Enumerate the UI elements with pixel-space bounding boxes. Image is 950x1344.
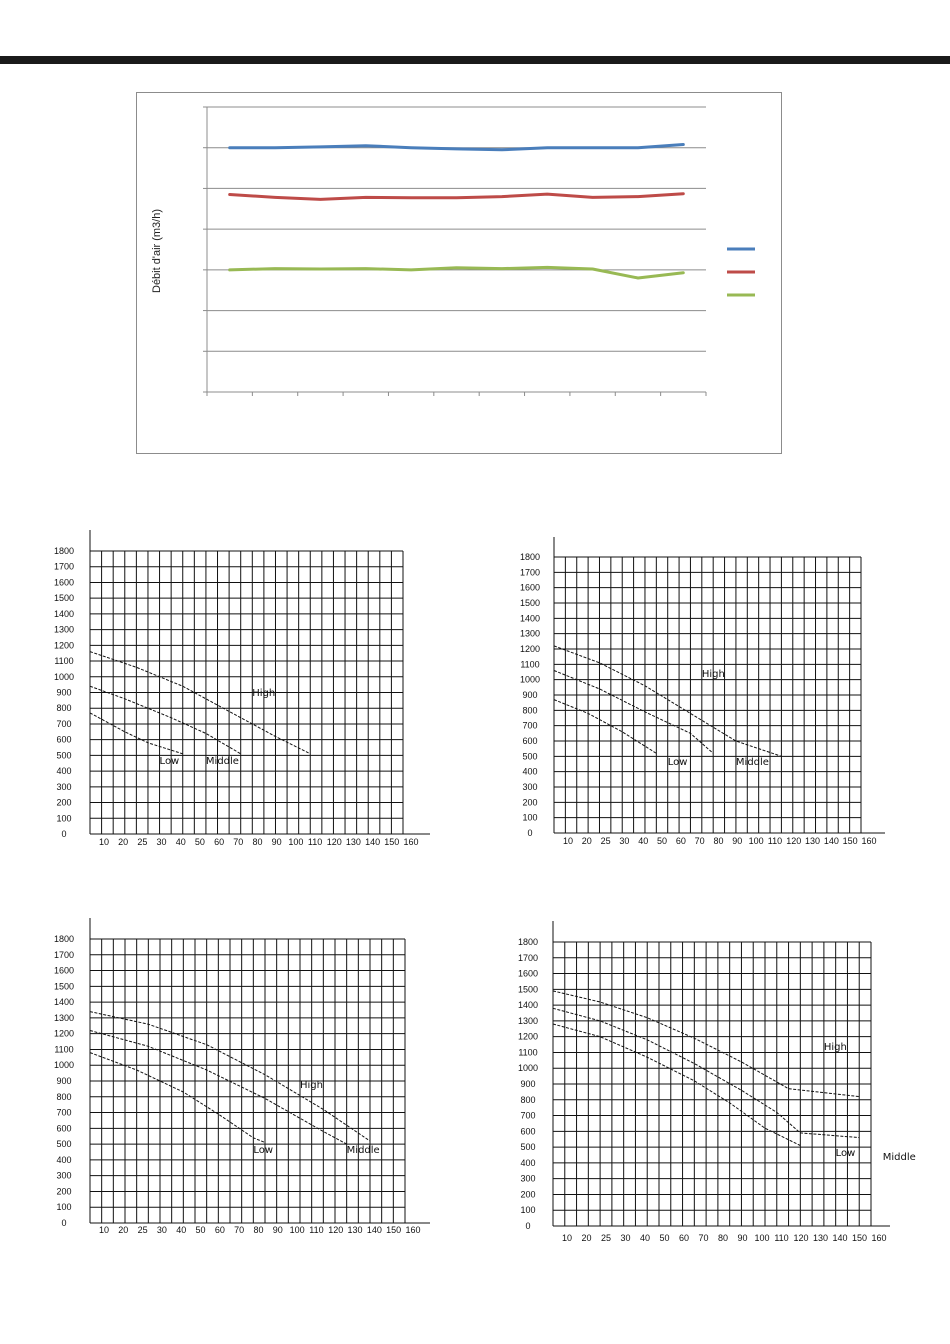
x-tick-label: 80 bbox=[717, 1233, 729, 1243]
x-tick-label: 160 bbox=[403, 837, 419, 847]
y-tick-label: 800 bbox=[520, 1094, 536, 1105]
y-tick-label: 1400 bbox=[53, 997, 75, 1008]
x-tick-label: 10 bbox=[562, 836, 574, 846]
y-tick-label: 500 bbox=[56, 1139, 72, 1150]
y-tick-label: 1700 bbox=[519, 567, 541, 578]
y-tick-label: 1000 bbox=[519, 674, 541, 685]
x-tick-label: 25 bbox=[600, 1233, 612, 1243]
y-tick-label: 400 bbox=[56, 766, 72, 777]
curve-label-low: Low bbox=[835, 1148, 856, 1159]
y-tick-label: 700 bbox=[520, 1110, 536, 1121]
x-tick-label: 10 bbox=[98, 1225, 110, 1235]
x-tick-label: 80 bbox=[252, 837, 263, 847]
y-tick-label: 0 bbox=[61, 829, 67, 839]
y-tick-label: 1700 bbox=[517, 952, 539, 963]
curve-label-middle: Middle bbox=[882, 1152, 916, 1163]
x-tick-label: 80 bbox=[713, 836, 724, 846]
x-tick-label: 140 bbox=[823, 836, 839, 846]
y-tick-label: 800 bbox=[522, 705, 538, 716]
curve-label-low: Low bbox=[667, 757, 688, 768]
y-tick-label: 1600 bbox=[53, 577, 75, 588]
y-tick-label: 600 bbox=[56, 1123, 72, 1134]
x-tick-label: 25 bbox=[137, 1225, 148, 1235]
y-tick-label: 0 bbox=[527, 828, 533, 838]
y-tick-label: 1300 bbox=[517, 1015, 539, 1026]
x-tick-label: 140 bbox=[832, 1233, 848, 1243]
x-tick-label: 20 bbox=[581, 1233, 592, 1243]
y-tick-label: 100 bbox=[56, 1202, 72, 1213]
y-tick-label: 400 bbox=[522, 766, 538, 777]
y-tick-label: 1800 bbox=[53, 546, 75, 556]
y-tick-label: 1700 bbox=[53, 949, 75, 960]
y-tick-label: 700 bbox=[522, 720, 538, 731]
x-tick-label: 40 bbox=[638, 836, 649, 846]
y-tick-label: 900 bbox=[56, 1076, 72, 1086]
y-tick-label: 1800 bbox=[53, 934, 75, 944]
y-tick-label: 100 bbox=[522, 812, 538, 823]
curve-label-middle: Middle bbox=[346, 1145, 380, 1156]
y-tick-label: 1600 bbox=[519, 582, 541, 593]
y-tick-label: 0 bbox=[525, 1221, 531, 1231]
x-tick-label: 140 bbox=[366, 1225, 382, 1235]
y-tick-label: 300 bbox=[522, 782, 538, 792]
x-tick-label: 40 bbox=[176, 1225, 187, 1235]
airflow-chart bbox=[137, 93, 782, 454]
y-tick-label: 500 bbox=[56, 750, 72, 761]
x-tick-label: 25 bbox=[137, 837, 148, 847]
y-tick-label: 100 bbox=[520, 1205, 536, 1216]
x-tick-label: 30 bbox=[620, 1233, 631, 1243]
fan-curve-chart-4 bbox=[518, 921, 916, 1243]
x-tick-label: 10 bbox=[98, 837, 110, 847]
y-tick-label: 800 bbox=[56, 1091, 72, 1102]
y-tick-label: 800 bbox=[56, 703, 72, 714]
y-tick-label: 300 bbox=[56, 781, 72, 792]
y-tick-label: 600 bbox=[520, 1126, 536, 1137]
x-tick-label: 60 bbox=[675, 836, 686, 846]
curve-high bbox=[90, 652, 310, 754]
y-tick-label: 1400 bbox=[53, 608, 75, 619]
y-tick-label: 200 bbox=[56, 1186, 72, 1197]
curve-label-high: High bbox=[701, 669, 725, 680]
y-tick-label: 1800 bbox=[519, 552, 541, 562]
y-tick-label: 1400 bbox=[517, 1000, 539, 1011]
y-tick-label: 100 bbox=[56, 813, 72, 824]
y-tick-label: 1100 bbox=[54, 656, 74, 667]
y-tick-label: 1300 bbox=[53, 624, 75, 635]
y-tick-label: 1200 bbox=[53, 1028, 75, 1039]
x-tick-label: 100 bbox=[754, 1233, 770, 1243]
x-tick-label: 140 bbox=[365, 837, 381, 847]
x-tick-label: 150 bbox=[386, 1225, 402, 1235]
fan-curve-chart-3 bbox=[54, 918, 430, 1235]
y-tick-label: 1500 bbox=[53, 981, 75, 992]
curve-middle bbox=[90, 686, 241, 754]
x-tick-label: 150 bbox=[842, 836, 858, 846]
x-tick-label: 90 bbox=[737, 1233, 748, 1243]
y-tick-label: 1100 bbox=[54, 1044, 74, 1055]
y-tick-label: 900 bbox=[56, 687, 72, 698]
curve-label-middle: Middle bbox=[735, 757, 769, 768]
x-tick-label: 30 bbox=[156, 1225, 167, 1235]
x-tick-label: 160 bbox=[871, 1233, 887, 1243]
y-tick-label: 1100 bbox=[518, 1047, 538, 1058]
x-tick-label: 120 bbox=[328, 1225, 344, 1235]
curve-low bbox=[554, 700, 656, 754]
curve-label-middle: Middle bbox=[205, 756, 239, 767]
x-tick-label: 50 bbox=[195, 1225, 206, 1235]
y-tick-label: 1600 bbox=[53, 965, 75, 976]
x-tick-label: 120 bbox=[326, 837, 342, 847]
y-tick-label: 1300 bbox=[519, 628, 541, 639]
x-tick-label: 130 bbox=[805, 836, 821, 846]
curve-label-low: Low bbox=[159, 756, 180, 767]
y-tick-label: 1200 bbox=[519, 644, 541, 654]
curve-label-high: High bbox=[823, 1042, 847, 1053]
y-tick-label: 600 bbox=[56, 734, 72, 745]
y-tick-label: 200 bbox=[522, 797, 538, 808]
x-tick-label: 100 bbox=[748, 836, 764, 846]
x-tick-label: 60 bbox=[214, 837, 225, 847]
y-axis-title: Débit d'air (m3/h) bbox=[151, 208, 163, 294]
y-tick-label: 600 bbox=[522, 736, 538, 746]
x-tick-label: 160 bbox=[405, 1225, 421, 1235]
x-tick-label: 110 bbox=[774, 1233, 789, 1243]
x-tick-label: 70 bbox=[698, 1233, 709, 1243]
y-tick-label: 1200 bbox=[53, 640, 75, 651]
y-tick-label: 900 bbox=[522, 690, 538, 700]
y-tick-label: 1700 bbox=[53, 561, 75, 572]
y-tick-label: 1200 bbox=[517, 1031, 539, 1042]
y-tick-label: 1000 bbox=[53, 671, 75, 682]
y-tick-label: 1500 bbox=[517, 984, 539, 995]
x-tick-label: 120 bbox=[786, 836, 802, 846]
x-tick-label: 25 bbox=[600, 836, 611, 846]
y-tick-label: 700 bbox=[56, 1107, 72, 1118]
x-tick-label: 20 bbox=[118, 1225, 129, 1235]
x-tick-label: 50 bbox=[194, 837, 205, 847]
x-tick-label: 30 bbox=[156, 837, 167, 847]
x-tick-label: 50 bbox=[659, 1233, 670, 1243]
curve-low bbox=[90, 1053, 265, 1143]
x-tick-label: 80 bbox=[253, 1225, 264, 1235]
x-tick-label: 90 bbox=[732, 836, 743, 846]
x-tick-label: 20 bbox=[581, 836, 592, 846]
x-tick-label: 100 bbox=[288, 837, 304, 847]
x-tick-label: 50 bbox=[657, 836, 668, 846]
y-tick-label: 500 bbox=[522, 751, 538, 762]
x-tick-label: 40 bbox=[175, 837, 186, 847]
y-tick-label: 1300 bbox=[53, 1012, 75, 1023]
x-tick-label: 10 bbox=[561, 1233, 573, 1243]
fan-curve-chart-1 bbox=[54, 530, 430, 847]
x-tick-label: 70 bbox=[694, 836, 705, 846]
y-tick-label: 400 bbox=[520, 1157, 536, 1168]
x-tick-label: 120 bbox=[793, 1233, 809, 1243]
fan-curve-chart-2 bbox=[520, 537, 885, 846]
x-tick-label: 100 bbox=[289, 1225, 305, 1235]
y-tick-label: 400 bbox=[56, 1154, 72, 1165]
y-tick-label: 0 bbox=[61, 1218, 67, 1228]
curve-label-high: High bbox=[300, 1080, 323, 1091]
y-tick-label: 500 bbox=[520, 1142, 536, 1153]
x-tick-label: 60 bbox=[214, 1225, 225, 1235]
x-tick-label: 130 bbox=[347, 1225, 363, 1235]
y-tick-label: 300 bbox=[56, 1170, 72, 1181]
y-tick-label: 1000 bbox=[53, 1060, 75, 1071]
y-tick-label: 1000 bbox=[517, 1063, 539, 1074]
x-tick-label: 110 bbox=[307, 837, 323, 847]
curve-label-high: High bbox=[252, 688, 276, 699]
x-tick-label: 130 bbox=[812, 1233, 829, 1243]
curve-label-low: Low bbox=[253, 1145, 274, 1156]
y-tick-label: 700 bbox=[56, 718, 72, 729]
x-tick-label: 20 bbox=[118, 837, 129, 847]
x-tick-label: 130 bbox=[345, 837, 361, 847]
x-tick-label: 150 bbox=[851, 1233, 868, 1243]
x-tick-label: 40 bbox=[639, 1233, 651, 1243]
x-tick-label: 90 bbox=[272, 1225, 283, 1235]
x-tick-label: 30 bbox=[619, 836, 630, 846]
y-tick-label: 300 bbox=[520, 1173, 536, 1184]
y-tick-label: 1600 bbox=[517, 968, 539, 979]
x-tick-label: 60 bbox=[678, 1233, 690, 1243]
x-tick-label: 150 bbox=[384, 837, 400, 847]
y-tick-label: 900 bbox=[520, 1079, 536, 1089]
y-tick-label: 1800 bbox=[517, 937, 539, 947]
y-tick-label: 1400 bbox=[519, 613, 541, 624]
y-tick-label: 1100 bbox=[520, 659, 540, 670]
x-tick-label: 70 bbox=[233, 837, 244, 847]
curve-low bbox=[553, 1024, 800, 1146]
y-tick-label: 1500 bbox=[53, 593, 75, 604]
x-tick-label: 90 bbox=[271, 837, 282, 847]
y-tick-label: 200 bbox=[520, 1189, 536, 1200]
x-tick-label: 160 bbox=[861, 836, 877, 846]
y-tick-label: 200 bbox=[56, 797, 72, 808]
y-tick-label: 1500 bbox=[519, 598, 541, 608]
x-tick-label: 110 bbox=[309, 1225, 324, 1235]
x-tick-label: 110 bbox=[767, 836, 783, 846]
x-tick-label: 70 bbox=[234, 1225, 245, 1235]
